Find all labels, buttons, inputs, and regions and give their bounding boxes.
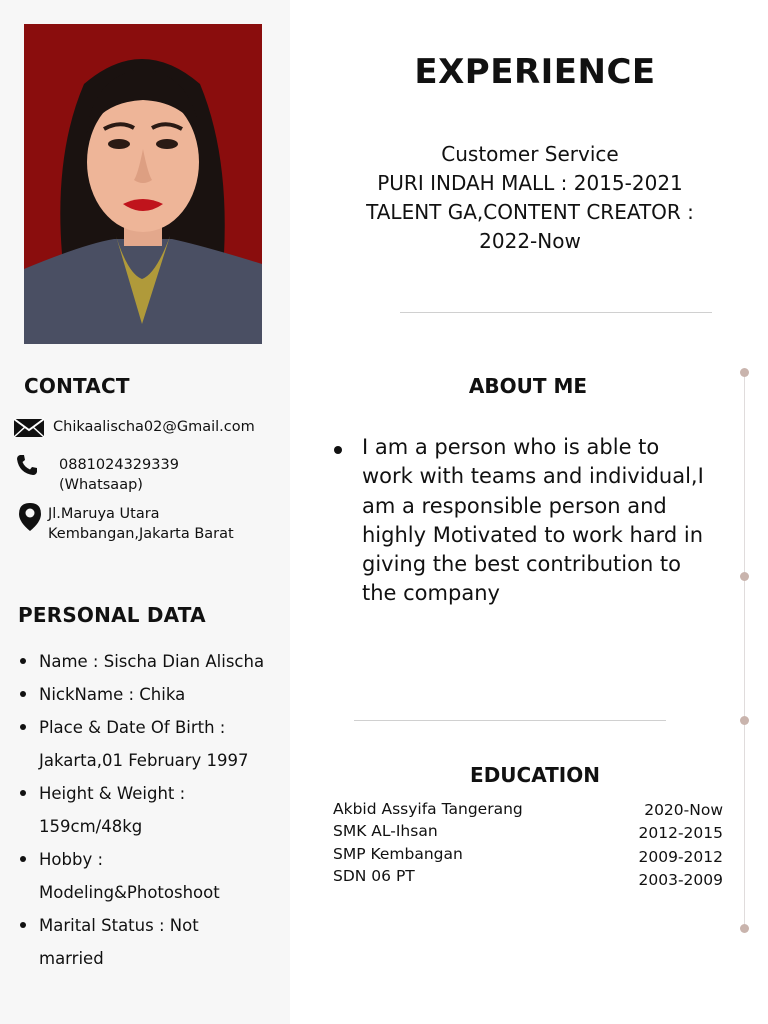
list-item: NickName : Chika (18, 678, 286, 711)
education-school: SMP Kembangan (333, 845, 463, 863)
divider (354, 720, 666, 721)
contact-phone-note: (Whatsaap) (59, 477, 143, 493)
education-heading: EDUCATION (470, 763, 600, 787)
education-school: Akbid Assyifa Tangerang (333, 800, 523, 818)
experience-lines (300, 140, 760, 256)
location-pin-icon (18, 502, 42, 536)
contact-address-line2: Kembangan,Jakarta Barat (48, 526, 234, 542)
bullet-icon (20, 691, 26, 697)
education-school: SDN 06 PT (333, 867, 415, 885)
education-years: 2020-Now (644, 801, 723, 819)
contact-email[interactable]: Chikaalischa02@Gmail.com (53, 419, 255, 435)
timeline-dot (740, 368, 749, 377)
list-item-continuation: 159cm/48kg (39, 817, 143, 836)
contact-address-line1: Jl.Maruya Utara (48, 506, 160, 522)
bullet-icon (20, 856, 26, 862)
list-item: Place & Date Of Birth : (18, 711, 286, 744)
bullet-icon (20, 658, 26, 664)
bullet-icon (20, 790, 26, 796)
personal-data-list (18, 645, 286, 975)
bullet-icon (20, 922, 26, 928)
list-item: Marital Status : Not (18, 909, 286, 942)
education-years: 2012-2015 (638, 824, 723, 842)
list-item: Name : Sischa Dian Alischa (18, 645, 286, 678)
education-school: SMK AL-Ihsan (333, 822, 438, 840)
experience-line: Customer Service (441, 142, 619, 166)
experience-line: TALENT GA,CONTENT CREATOR : (366, 200, 694, 224)
about-text: I am a person who is able to work with teams and individual,I am a responsible person and highly Motivated to work hard in giving the best contribution to the company (362, 435, 704, 606)
education-years: 2003-2009 (638, 871, 723, 889)
experience-line: 2022-Now (479, 229, 581, 253)
email-icon (13, 418, 45, 442)
education-years: 2009-2012 (638, 848, 723, 866)
experience-line: PURI INDAH MALL : 2015-2021 (377, 171, 683, 195)
list-item: Height & Weight : (18, 777, 286, 810)
timeline-dot (740, 924, 749, 933)
profile-photo (24, 24, 262, 344)
bullet-icon (20, 724, 26, 730)
list-item-continuation: Jakarta,01 February 1997 (39, 751, 249, 770)
contact-phone[interactable]: 0881024329339 (59, 457, 179, 473)
list-item-continuation: Modeling&Photoshoot (39, 883, 220, 902)
list-item: Hobby : (18, 843, 286, 876)
divider (400, 312, 712, 313)
personal-data-heading: PERSONAL DATA (18, 603, 206, 627)
timeline-line (744, 372, 745, 928)
timeline-dot (740, 716, 749, 725)
contact-heading: CONTACT (24, 374, 130, 398)
about-paragraph (332, 433, 712, 609)
experience-heading: EXPERIENCE (414, 52, 656, 92)
bullet-icon (334, 446, 342, 454)
timeline-dot (740, 572, 749, 581)
list-item-continuation: married (39, 949, 104, 968)
about-heading: ABOUT ME (468, 374, 588, 398)
phone-icon (15, 453, 39, 481)
